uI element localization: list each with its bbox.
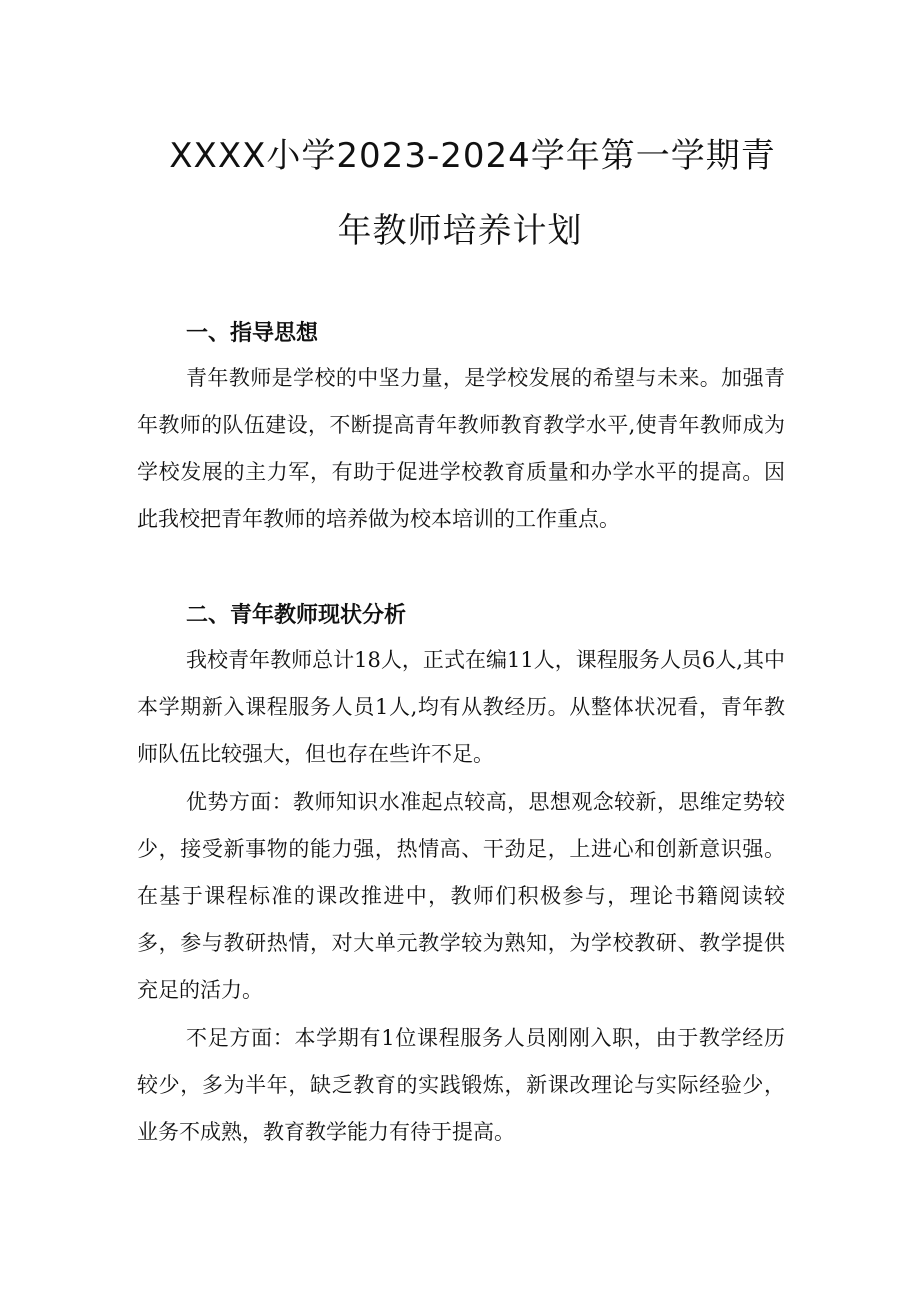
document-title-line-1: XXXX小学2023-2024学年第一学期青 xyxy=(169,136,776,176)
section-heading-current-status: 二、青年教师现状分析 xyxy=(186,603,407,628)
paragraph-teacher-overview: 我校青年教师总计18人，正式在编11人，课程服务人员6人,其中本学期新入课程服务人员1人,均有从教经历。从整体状况看，青年教师队伍比较强大，但也存在些许不足。 xyxy=(137,648,785,766)
document-title-line-2: 年教师培养计划 xyxy=(337,211,583,251)
section-heading-guiding-ideology: 一、指导思想 xyxy=(186,321,319,346)
paragraph-strengths: 优势方面：教师知识水准起点较高，思想观念较新，思维定势较少，接受新事物的能力强，热情高、干劲足，上进心和创新意识强。在基于课程标准的课改推进中，教师们积极参与，理论书籍阅读较多，参与教研热情，对大单元教学较为熟知，为学校教研、教学提供充足的活力。 xyxy=(137,790,785,1002)
section-paragraph-guiding-ideology: 青年教师是学校的中坚力量，是学校发展的希望与未来。加强青年教师的队伍建设，不断提高青年教师教育教学水平,使青年教师成为学校发展的主力军，有助于促进学校教育质量和办学水平的提高。因此我校把青年教师的培养做为校本培训的工作重点。 xyxy=(137,366,785,531)
paragraph-weaknesses: 不足方面：本学期有1位课程服务人员刚刚入职，由于教学经历较少，多为半年，缺乏教育的实践锻炼，新课改理论与实际经验少，业务不成熟，教育教学能力有待于提高。 xyxy=(137,1026,785,1144)
